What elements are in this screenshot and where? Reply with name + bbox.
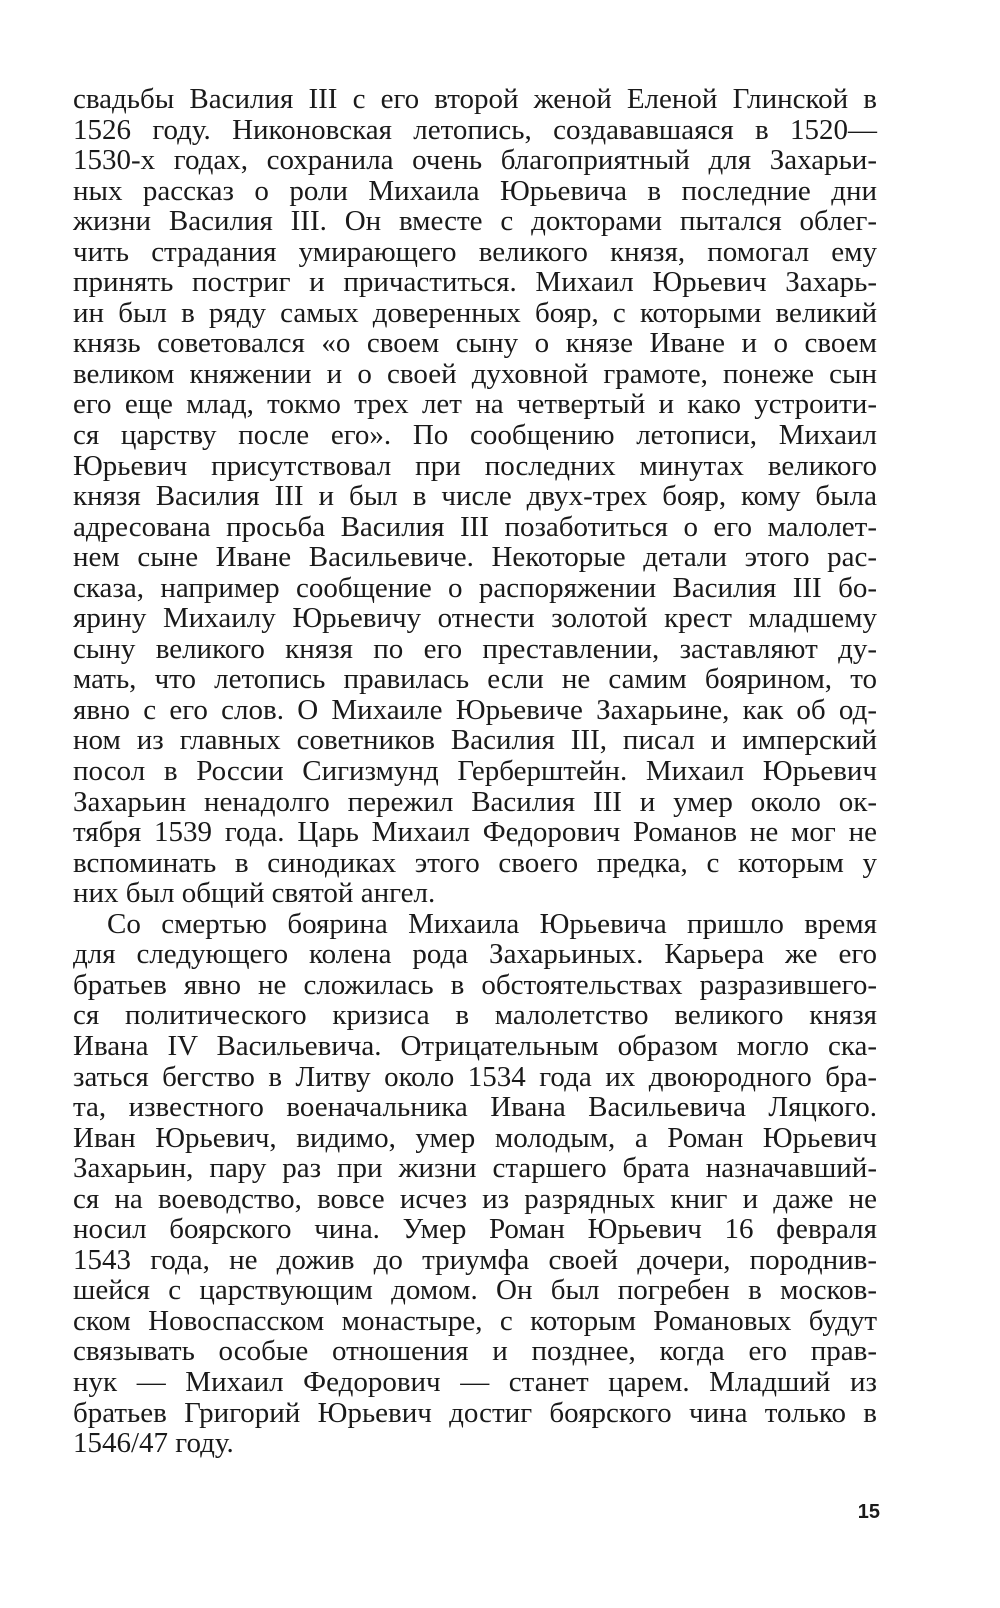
text-line: шейся с царствующим домом. Он был погребен в москов- xyxy=(73,1274,877,1307)
text-line: ся политического кризиса в малолетство великого князя xyxy=(73,999,877,1032)
text-line: 1530-х годах, сохранила очень благоприятный для Захарьи- xyxy=(73,144,877,177)
paragraph xyxy=(73,84,877,909)
text-line: мать, что летопись правилась если не самим боярином, то xyxy=(73,663,877,696)
text-line: великом княжении и о своей духовной грамоте, понеже сын xyxy=(73,357,877,390)
text-line: жизни Василия III. Он вместе с докторами пытался облег- xyxy=(73,205,877,238)
text-line: носил боярского чина. Умер Роман Юрьевич 16 февраля xyxy=(73,1213,877,1246)
text-line: сыну великого князя по его преставлении, заставляют ду- xyxy=(73,632,877,665)
text-line: Ивана IV Васильевича. Отрицательным образом могло ска- xyxy=(73,1029,877,1062)
text-line: Юрьевич присутствовал при последних минутах великого xyxy=(73,449,877,482)
text-line: ном из главных советников Василия III, писал и имперский xyxy=(73,724,877,757)
text-line: его еще млад, токмо трех лет на четвертый и како устроити- xyxy=(73,388,877,421)
text-line: заться бегство в Литву около 1534 года их двоюродного бра- xyxy=(73,1060,877,1093)
text-line: князь советовался «о своем сыну о князе Иване и о своем xyxy=(73,327,877,360)
text-line: братьев Григорий Юрьевич достиг боярского чина только в xyxy=(73,1396,877,1429)
page-number: 15 xyxy=(857,1501,880,1523)
text-line: явно с его слов. О Михаиле Юрьевиче Захарьине, как об од- xyxy=(73,693,877,726)
text-line: ных рассказ о роли Михаила Юрьевича в последние дни xyxy=(73,174,877,207)
text-line: сказа, например сообщение о распоряжении Василия III бо- xyxy=(73,571,877,604)
text-line: свадьбы Василия III с его второй женой Еленой Глинской в xyxy=(73,83,877,115)
text-line: них был общий святой ангел. xyxy=(73,877,436,910)
text-line: вспоминать в синодиках этого своего предка, с которым у xyxy=(73,846,877,879)
text-line: тября 1539 года. Царь Михаил Федорович Романов не мог не xyxy=(73,816,877,849)
text-line: Захарьин ненадолго пережил Василия III и умер около ок- xyxy=(73,785,877,818)
text-line: связывать особые отношения и позднее, когда его прав- xyxy=(73,1335,877,1368)
text-line: князя Василия III и был в числе двух-трех бояр, кому была xyxy=(73,480,877,513)
text-line: ся на воеводство, вовсе исчез из разрядных книг и даже не xyxy=(73,1182,877,1215)
text-line: нук — Михаил Федорович — станет царем. Младший из xyxy=(73,1365,877,1398)
text-line: Захарьин, пару раз при жизни старшего брата назначавший- xyxy=(73,1152,877,1185)
text-line: чить страдания умирающего великого князя, помогал ему xyxy=(73,235,877,268)
text-line: для следующего колена рода Захарьиных. Карьера же его xyxy=(73,938,877,971)
text-line: посол в России Сигизмунд Герберштейн. Михаил Юрьевич xyxy=(73,755,877,788)
text-line: братьев явно не сложилась в обстоятельствах разразившего- xyxy=(73,968,877,1001)
body-text xyxy=(73,84,877,1459)
text-line: ся царству после его». По сообщению летописи, Михаил xyxy=(73,419,877,452)
text-line: нем сыне Иване Васильевиче. Некоторые детали этого рас- xyxy=(73,541,877,574)
text-line: 1546/47 году. xyxy=(73,1427,234,1460)
text-line: ском Новоспасском монастыре, с которым Романовых будут xyxy=(73,1304,877,1337)
paragraph xyxy=(73,909,877,1459)
text-line: ярину Михаилу Юрьевичу отнести золотой крест младшему xyxy=(73,602,877,635)
text-line: ин был в ряду самых доверенных бояр, с которыми великий xyxy=(73,296,877,329)
text-line: Со смертью боярина Михаила Юрьевича пришло время xyxy=(107,907,877,940)
text-line: та, известного военачальника Ивана Васильевича Ляцкого. xyxy=(73,1091,877,1124)
text-line: 1526 году. Никоновская летопись, создававшаяся в 1520— xyxy=(73,113,877,146)
text-line: принять постриг и причаститься. Михаил Юрьевич Захарь- xyxy=(73,266,877,299)
text-line: Иван Юрьевич, видимо, умер молодым, а Роман Юрьевич xyxy=(73,1121,877,1154)
text-line: адресована просьба Василия III позаботиться о его малолет- xyxy=(73,510,877,543)
text-line: 1543 года, не дожив до триумфа своей дочери, породнив- xyxy=(73,1243,877,1276)
